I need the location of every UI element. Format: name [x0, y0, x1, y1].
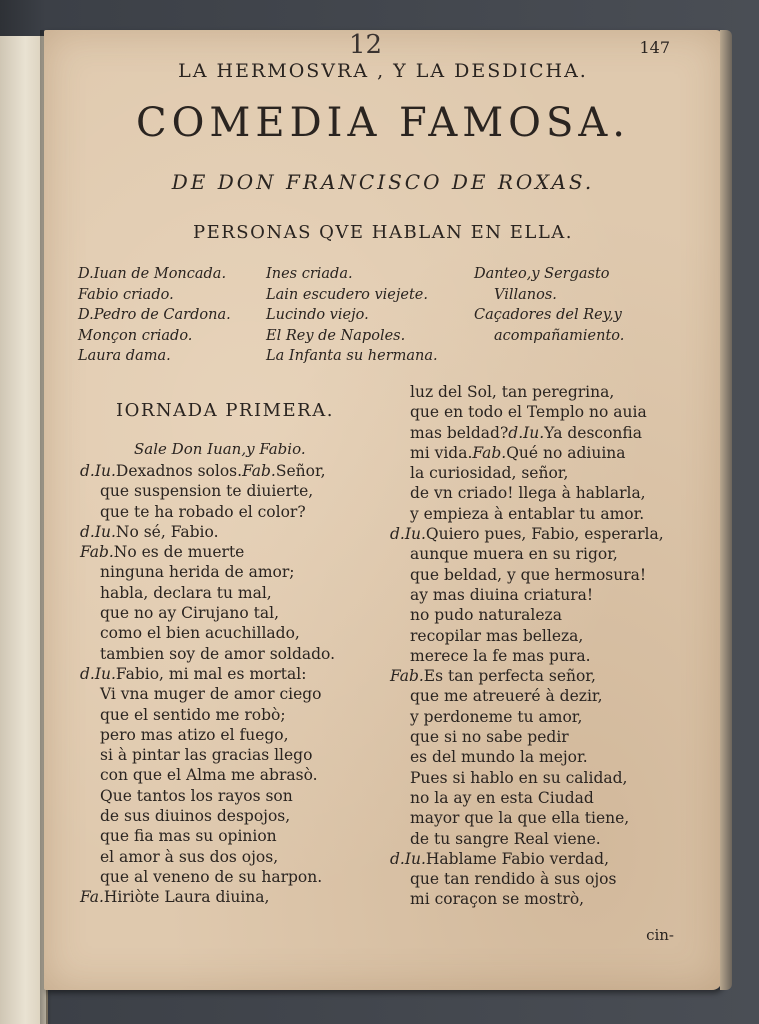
verse-text: que tan rendido à sus ojos [410, 870, 617, 889]
cast-list-column-1 [78, 264, 231, 367]
verse-text: Pues si hablo en su calidad, [410, 768, 628, 787]
cast-list-column-3 [474, 264, 624, 346]
verse-text: y empieza à entablar tu amor. [410, 504, 645, 523]
cast-entry: D.Iuan de Moncada. [78, 266, 227, 282]
verse-line [390, 808, 664, 828]
verse-line [390, 504, 664, 524]
verse-text: el amor à sus dos ojos, [100, 847, 279, 866]
stage-direction: Sale Don Iuan,y Fabio. [134, 440, 306, 458]
verse-text: No sé, Fabio. [115, 522, 219, 541]
verse-text: Es tan perfecta señor, [423, 667, 596, 686]
verse-text: Qué no adiuina [506, 443, 626, 462]
verse-line [80, 806, 335, 826]
verse-line [390, 727, 664, 747]
speaker-label: d.Iu. [508, 423, 545, 442]
speaker-label: d.Iu. [80, 664, 116, 683]
verse-text: con que el Alma me abrasò. [100, 766, 318, 785]
cast-entry: Monçon criado. [78, 327, 193, 344]
verse-line [390, 869, 664, 889]
verse-line [80, 461, 335, 481]
verse-text: pero mas atizo el fuego, [100, 725, 289, 744]
speaker-label: Fa. [80, 888, 104, 907]
verse-line [80, 826, 335, 846]
verse-line [80, 887, 335, 907]
cast-entry: Lucindo viejo. [266, 307, 369, 323]
author-line: DE DON FRANCISCO DE ROXAS. [171, 170, 595, 194]
verse-line [80, 644, 335, 664]
act-heading: IORNADA PRIMERA. [116, 400, 334, 421]
verse-column-right [390, 382, 664, 910]
verse-text: aunque muera en su rigor, [410, 545, 618, 564]
verse-line [390, 849, 664, 869]
verse-line [80, 684, 335, 704]
page-number: 147 [639, 38, 670, 57]
verse-line [390, 463, 664, 483]
cast-list-column-2 [266, 264, 438, 367]
verse-line [390, 544, 664, 564]
verse-line [390, 788, 664, 808]
verse-text: que no ay Cirujano tal, [100, 604, 280, 623]
speaker-label: Fab. [80, 543, 114, 562]
cast-entry: La Infanta su hermana. [266, 348, 438, 364]
verse-line [80, 562, 335, 582]
verse-line [80, 786, 335, 806]
verse-text: que beldad, y que hermosura! [410, 565, 647, 584]
verse-line [390, 524, 664, 544]
verse-text: que si no sabe pedir [410, 728, 569, 747]
speaker-label: d.Iu. [390, 525, 426, 544]
verse-line [390, 382, 664, 402]
verse-text: tambien soy de amor soldado. [100, 644, 336, 663]
speaker-label: Fab. [242, 462, 276, 480]
verse-text: merece la fe mas pura. [410, 646, 591, 665]
verse-line [80, 664, 335, 684]
verse-text: y perdoneme tu amor, [410, 707, 583, 726]
verse-line [80, 603, 335, 623]
verse-text: que suspension te diuierte, [100, 482, 314, 501]
verse-line [80, 847, 335, 867]
verse-line [390, 585, 664, 605]
speaker-label: Fab. [472, 443, 507, 462]
verse-text: ninguna herida de amor; [100, 563, 295, 582]
verse-text: recopilar mas belleza, [410, 626, 584, 645]
verse-text: que me atreueré à dezir, [410, 687, 603, 706]
verse-text: ay mas diuina criatura! [410, 585, 594, 604]
catchword: cin- [646, 926, 674, 944]
verse-line [80, 481, 335, 501]
running-head: LA HERMOSVRA , Y LA DESDICHA. [178, 60, 588, 82]
verse-line [390, 626, 664, 646]
verse-text: Hablame Fabio verdad, [425, 849, 609, 868]
verse-text: la curiosidad, señor, [410, 464, 569, 483]
verse-text: que fia mas su opinion [100, 827, 277, 846]
book-page [44, 30, 722, 990]
speaker-label: d.Iu. [390, 849, 426, 868]
verse-text: como el bien acuchillado, [100, 624, 300, 643]
verse-line [390, 768, 664, 788]
verse-text: mi vida. [410, 443, 473, 462]
verse-text: es del mundo la mejor. [410, 748, 588, 767]
verse-text: de sus diuinos despojos, [100, 807, 291, 826]
verse-line [390, 443, 664, 463]
verse-text: Dexadnos solos. [115, 462, 243, 480]
verse-line [80, 522, 335, 542]
persons-heading: PERSONAS QVE HABLAN EN ELLA. [192, 222, 574, 243]
verse-text: mi coraçon se mostrò, [410, 890, 585, 909]
verse-text: mas beldad? [410, 423, 509, 442]
verse-line [390, 423, 664, 443]
verse-text: de vn criado! llega à hablarla, [410, 484, 646, 503]
verse-text: Ya desconfia [544, 423, 642, 442]
folio-mark: 12 [349, 30, 383, 60]
cast-entry: Ines criada. [266, 266, 353, 282]
cast-entry: Fabio criado. [78, 286, 174, 303]
verse-text: Quiero pues, Fabio, esperarla, [425, 525, 664, 544]
verse-line [390, 565, 664, 585]
cast-entry: Caçadores del Rey,y [474, 307, 622, 323]
verse-text: que al veneno de su harpon. [100, 867, 323, 886]
verse-line [390, 666, 664, 686]
verse-line [390, 686, 664, 706]
verse-text: Señor, [275, 462, 326, 480]
verse-line [390, 483, 664, 503]
verse-line [80, 705, 335, 725]
verse-text: Fabio, mi mal es mortal: [115, 664, 307, 683]
verse-text: mayor que la que ella tiene, [410, 809, 630, 828]
verse-text: Que tantos los rayos son [100, 786, 293, 805]
verse-text: que te ha robado el color? [100, 502, 306, 521]
verse-line [390, 829, 664, 849]
cast-entry: Danteo,y Sergasto [474, 266, 610, 282]
verse-line [390, 402, 664, 422]
verse-text: Hiriòte Laura diuina, [103, 888, 270, 907]
verse-line [390, 889, 664, 909]
verse-text: no la ay en esta Ciudad [410, 788, 594, 807]
verse-line [80, 502, 335, 522]
verse-text: luz del Sol, tan peregrina, [410, 383, 615, 401]
cast-entry: D.Pedro de Cardona. [78, 307, 231, 323]
play-title: COMEDIA FAMOSA. [136, 100, 630, 146]
speaker-label: d.Iu. [80, 522, 116, 541]
verse-text: que en todo el Templo no auia [410, 403, 647, 422]
cast-entry: Villanos. [494, 286, 557, 303]
verse-line [390, 707, 664, 727]
verse-text: si à pintar las gracias llego [100, 746, 313, 765]
verse-line [80, 725, 335, 745]
page-fore-edge [720, 30, 732, 990]
cast-entry: El Rey de Napoles. [266, 327, 406, 344]
verse-text: que el sentido me robò; [100, 705, 286, 724]
verse-line [80, 867, 335, 887]
verse-line [80, 542, 335, 562]
verse-text: Vi vna muger de amor ciego [100, 685, 322, 704]
speaker-label: Fab. [390, 667, 424, 686]
verse-text: no pudo naturaleza [410, 606, 562, 625]
verse-line [390, 605, 664, 625]
verse-line [80, 623, 335, 643]
cast-entry: acompañamiento. [494, 327, 625, 344]
verse-line [80, 745, 335, 765]
verse-text: habla, declara tu mal, [100, 583, 272, 602]
verse-line [390, 747, 664, 767]
verse-line [80, 765, 335, 785]
cast-entry: Lain escudero viejete. [266, 286, 428, 303]
speaker-label: d.Iu. [80, 462, 116, 480]
verse-line [80, 583, 335, 603]
verse-column-left [80, 461, 335, 908]
cast-entry: Laura dama. [78, 348, 171, 364]
verse-line [390, 646, 664, 666]
verse-text: No es de muerte [113, 543, 245, 562]
verse-text: de tu sangre Real viene. [410, 829, 601, 848]
